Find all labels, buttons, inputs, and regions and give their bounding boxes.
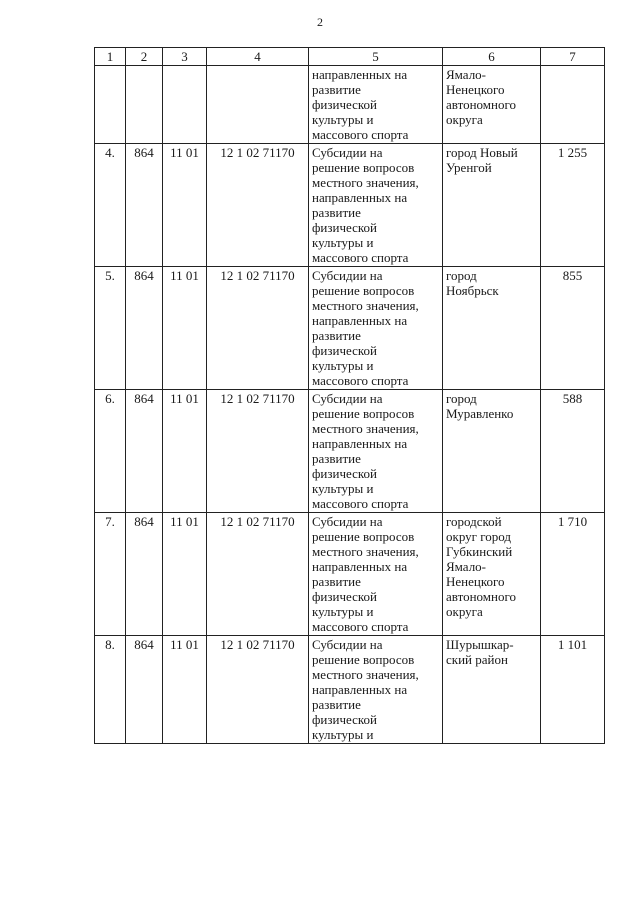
amount: 1 710 — [541, 513, 605, 636]
section-code — [163, 66, 207, 144]
purpose-text: Субсидии на решение вопросов местного значения, направленных на развитие физической культуры и массового спорта — [309, 267, 443, 390]
municipality: городской округ город Губкинский Ямало- Ненецкого автономного округа — [443, 513, 541, 636]
column-header: 5 — [309, 48, 443, 66]
section-code: 11 01 — [163, 636, 207, 744]
table-row — [95, 636, 605, 744]
chapter-code: 864 — [126, 144, 163, 267]
section-code: 11 01 — [163, 144, 207, 267]
municipality: город Муравленко — [443, 390, 541, 513]
purpose-text: Субсидии на решение вопросов местного значения, направленных на развитие физической культуры и массового спорта — [309, 390, 443, 513]
column-header: 1 — [95, 48, 126, 66]
purpose-text: Субсидии на решение вопросов местного значения, направленных на развитие физической культуры и массового спорта — [309, 513, 443, 636]
municipality: город Ноябрьск — [443, 267, 541, 390]
chapter-code: 864 — [126, 267, 163, 390]
target-article-code: 12 1 02 71170 — [207, 144, 309, 267]
page-number: 2 — [317, 15, 323, 29]
target-article-code: 12 1 02 71170 — [207, 267, 309, 390]
row-number: 4. — [95, 144, 126, 267]
row-number: 6. — [95, 390, 126, 513]
municipality: Ямало- Ненецкого автономного округа — [443, 66, 541, 144]
amount: 1 255 — [541, 144, 605, 267]
amount: 855 — [541, 267, 605, 390]
chapter-code: 864 — [126, 513, 163, 636]
purpose-text: Субсидии на решение вопросов местного значения, направленных на развитие физической культуры и — [309, 636, 443, 744]
table-row — [95, 390, 605, 513]
column-header: 4 — [207, 48, 309, 66]
table-row — [95, 513, 605, 636]
target-article-code: 12 1 02 71170 — [207, 390, 309, 513]
municipality: город Новый Уренгой — [443, 144, 541, 267]
target-article-code — [207, 66, 309, 144]
row-number: 8. — [95, 636, 126, 744]
table-row — [95, 267, 605, 390]
row-number — [95, 66, 126, 144]
table-row — [95, 144, 605, 267]
chapter-code: 864 — [126, 390, 163, 513]
column-header: 7 — [541, 48, 605, 66]
section-code: 11 01 — [163, 267, 207, 390]
row-number: 5. — [95, 267, 126, 390]
row-number: 7. — [95, 513, 126, 636]
amount — [541, 66, 605, 144]
section-code: 11 01 — [163, 513, 207, 636]
amount: 1 101 — [541, 636, 605, 744]
purpose-text: направленных на развитие физической культуры и массового спорта — [309, 66, 443, 144]
column-header: 3 — [163, 48, 207, 66]
target-article-code: 12 1 02 71170 — [207, 513, 309, 636]
purpose-text: Субсидии на решение вопросов местного значения, направленных на развитие физической культуры и массового спорта — [309, 144, 443, 267]
section-code: 11 01 — [163, 390, 207, 513]
target-article-code: 12 1 02 71170 — [207, 636, 309, 744]
header-row — [95, 48, 605, 66]
column-header: 6 — [443, 48, 541, 66]
amount: 588 — [541, 390, 605, 513]
chapter-code: 864 — [126, 636, 163, 744]
column-header: 2 — [126, 48, 163, 66]
table-row — [95, 66, 605, 144]
budget-table — [94, 47, 605, 744]
chapter-code — [126, 66, 163, 144]
municipality: Шурышкар- ский район — [443, 636, 541, 744]
